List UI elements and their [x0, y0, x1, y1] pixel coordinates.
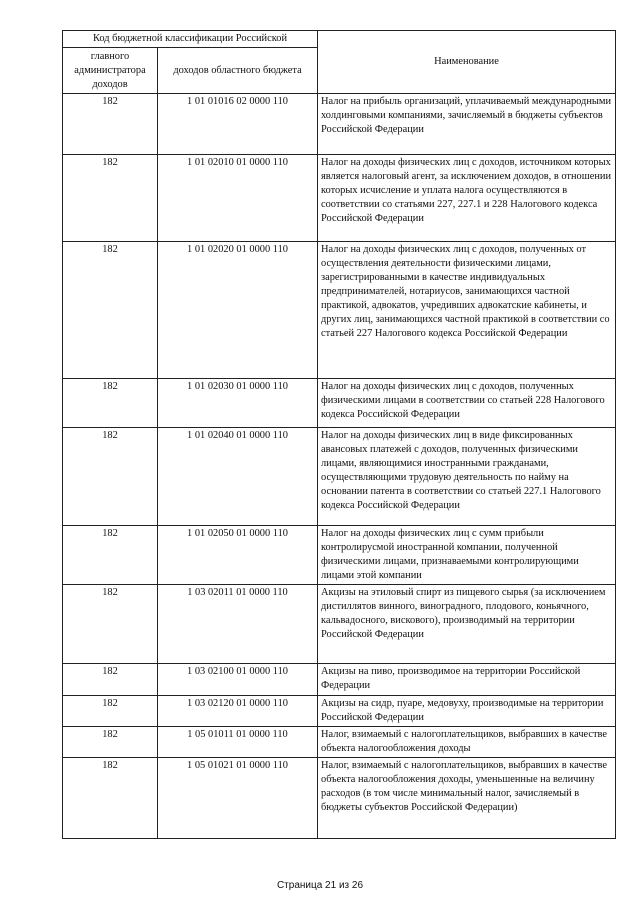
income-code-cell: 1 01 02030 01 0000 110: [158, 379, 318, 428]
table-row: [63, 727, 616, 758]
admin-code-cell: 182: [63, 664, 158, 696]
name-cell: Налог на доходы физических лиц в виде фиксированных авансовых платежей с доходов, полученных физическими лицами, являющимися иностранными гражданами, осуществляющими трудовую деятельность по найму на основании патента в соответствии со статьей 227.1 Налогового кодекса Российской Федерации: [318, 428, 616, 526]
table-row: [63, 758, 616, 839]
admin-code-cell: 182: [63, 155, 158, 242]
table-row: [63, 242, 616, 379]
name-cell: Налог на доходы физических лиц с сумм прибыли контролирусмой иностранной компании, полученной физическими лицами, признаваемыми контролирующими лицами этой компании: [318, 526, 616, 585]
table-row: [63, 664, 616, 696]
table-row: [63, 155, 616, 242]
admin-code-cell: 182: [63, 696, 158, 727]
header-group-budget-code: Код бюджетной классификации Российской: [63, 31, 318, 48]
name-cell: Акцизы на пиво, производимое на территории Российской Федерации: [318, 664, 616, 696]
admin-code-cell: 182: [63, 94, 158, 155]
income-code-cell: 1 03 02100 01 0000 110: [158, 664, 318, 696]
admin-code-cell: 182: [63, 585, 158, 664]
table-body: [63, 94, 616, 839]
income-code-cell: 1 05 01011 01 0000 110: [158, 727, 318, 758]
name-cell: Налог на доходы физических лиц с доходов, полученных от осуществления деятельности физическими лицами, зарегистрированными в качестве индивидуальных предпринимателей, нотариусов, занимающихся частной практикой, адвокатов, учредивших адвокатские кабинеты, и других лиц, занимающихся частной практикой в соответствии со статьей 227 Налогового кодекса Российской Федерации: [318, 242, 616, 379]
table-row: [63, 696, 616, 727]
name-cell: Налог, взимаемый с налогоплательщиков, выбравших в качестве объекта налогообложения доходы: [318, 727, 616, 758]
name-cell: Налог на доходы физических лиц с доходов, источником которых является налоговый агент, за исключением доходов, в отношении которых исчисление и уплата налога осуществляются в соответствии со статьями 227, 227.1 и 228 Налогового кодекса Российской Федерации: [318, 155, 616, 242]
income-code-cell: 1 01 02020 01 0000 110: [158, 242, 318, 379]
table-row: [63, 94, 616, 155]
header-income-code: доходов областного бюджета: [158, 48, 318, 94]
admin-code-cell: 182: [63, 526, 158, 585]
header-name: Наименование: [318, 31, 616, 94]
name-cell: Акцизы на сидр, пуаре, медовуху, производимые на территории Российской Федерации: [318, 696, 616, 727]
income-code-cell: 1 01 02010 01 0000 110: [158, 155, 318, 242]
admin-code-cell: 182: [63, 242, 158, 379]
income-code-cell: 1 01 02040 01 0000 110: [158, 428, 318, 526]
table-row: [63, 379, 616, 428]
name-cell: Акцизы на этиловый спирт из пищевого сырья (за исключением дистиллятов винного, виноградного, плодового, коньячного, кальвадосного, вискового), производимый на территории Российской Федерации: [318, 585, 616, 664]
income-code-cell: 1 03 02120 01 0000 110: [158, 696, 318, 727]
table-row: [63, 585, 616, 664]
admin-code-cell: 182: [63, 758, 158, 839]
name-cell: Налог, взимаемый с налогоплательщиков, выбравших в качестве объекта налогообложения доходы, уменьшенные на величину расходов (в том числе минимальный налог, зачисляемый в бюджеты субъектов Российской Федерации): [318, 758, 616, 839]
budget-classification-table: [62, 30, 616, 839]
header-admin-code: главного администратора доходов: [63, 48, 158, 94]
name-cell: Налог на прибыль организаций, уплачиваемый международными холдинговыми компаниями, зачисляемый в бюджеты субъектов Российской Федерации: [318, 94, 616, 155]
table-row: [63, 526, 616, 585]
income-code-cell: 1 01 01016 02 0000 110: [158, 94, 318, 155]
admin-code-cell: 182: [63, 379, 158, 428]
admin-code-cell: 182: [63, 727, 158, 758]
table-row: [63, 428, 616, 526]
income-code-cell: 1 01 02050 01 0000 110: [158, 526, 318, 585]
name-cell: Налог на доходы физических лиц с доходов, полученных физическими лицами в соответствии со статьей 228 Налогового кодекса Российской Федерации: [318, 379, 616, 428]
income-code-cell: 1 03 02011 01 0000 110: [158, 585, 318, 664]
admin-code-cell: 182: [63, 428, 158, 526]
income-code-cell: 1 05 01021 01 0000 110: [158, 758, 318, 839]
page-number: Страница 21 из 26: [276, 880, 364, 891]
